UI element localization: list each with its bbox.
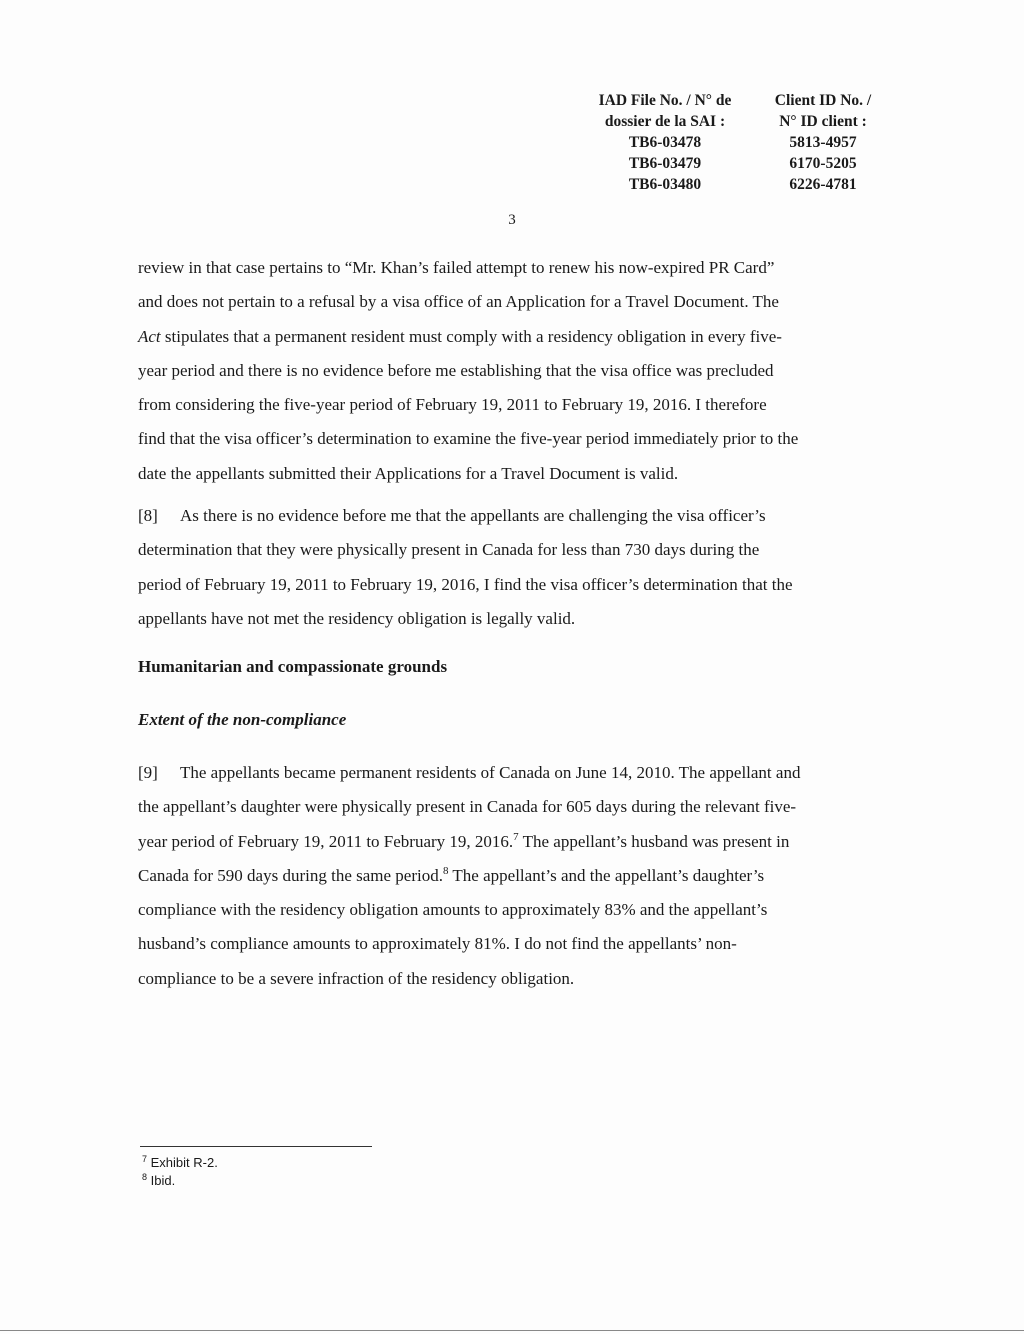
- text-line: and does not pertain to a refusal by a visa office of an Application for a Travel Document. The: [138, 292, 779, 312]
- text-line: review in that case pertains to “Mr. Khan’s failed attempt to renew his now-expired PR Card”: [138, 258, 775, 277]
- text-line: husband’s compliance amounts to approximately 81%. I do not find the appellants’ non-: [138, 934, 737, 954]
- paragraph-8: [138, 499, 884, 636]
- iad-file-number-block: [580, 90, 750, 195]
- file-label-line2: dossier de la SAI :: [604, 113, 726, 130]
- text-line: period of February 19, 2011 to February 19, 2016, I find the visa officer’s determination that the: [138, 574, 793, 594]
- section-heading: Humanitarian and compassionate grounds: [138, 657, 448, 676]
- text-line: Act stipulates that a permanent resident must comply with a residency obligation in every five-: [138, 326, 782, 346]
- footnote-mark: 8: [142, 1172, 148, 1182]
- paragraph-number: [8]: [138, 506, 158, 525]
- footnote-divider: [140, 1146, 372, 1147]
- text-line: date the appellants submitted their Applications for a Travel Document is valid.: [138, 463, 679, 483]
- client-label-line2: N° ID client :: [779, 113, 867, 130]
- paragraph-9: [138, 756, 884, 996]
- footnote-mark: 7: [142, 1154, 148, 1164]
- scan-edge-line: [0, 1330, 1024, 1331]
- paragraph-number: [9]: [138, 763, 158, 782]
- text-line: find that the visa officer’s determination to examine the five-year period immediately prior to the: [138, 429, 799, 449]
- footnote: $^7$ Exhibit R-2.: [142, 1154, 218, 1170]
- text-line: [8] As there is no evidence before me that the appellants are challenging the visa officer’s: [138, 499, 884, 533]
- client-label-line1: Client ID No. /: [774, 92, 872, 109]
- text-line: determination that they were physically present in Canada for less than 730 days during the: [138, 540, 760, 560]
- file-number: TB6-03480: [628, 176, 702, 193]
- page-number: 3: [508, 212, 516, 228]
- footnote-ref[interactable]: 8: [442, 864, 449, 877]
- client-number: 6170-5205: [789, 155, 857, 172]
- text-line: from considering the five-year period of February 19, 2011 to February 19, 2016. I therefore: [138, 395, 767, 415]
- text-line: year period and there is no evidence before me establishing that the visa office was precluded: [138, 360, 774, 380]
- paragraph-continued: [138, 251, 884, 491]
- file-number: TB6-03478: [628, 134, 702, 151]
- text-line: compliance with the residency obligation amounts to approximately 83% and the appellant’s: [138, 900, 768, 920]
- file-label-line1: IAD File No. / N° de: [598, 92, 732, 109]
- subsection-heading: Extent of the non-compliance: [138, 710, 347, 729]
- footnotes: [142, 1154, 218, 1190]
- client-number: 5813-4957: [789, 134, 857, 151]
- footnote: $^8$ Ibid.: [142, 1172, 176, 1188]
- footnote-ref[interactable]: 7: [513, 830, 519, 843]
- act-italic: Act: [138, 326, 161, 346]
- text-line: the appellant’s daughter were physically present in Canada for 605 days during the relevant five-: [138, 797, 797, 817]
- text-line: Canada for 590 days during the same period.$^8$ The appellant’s and the appellant’s daughter’s: [138, 864, 765, 885]
- text-line: [9] The appellants became permanent residents of Canada on June 14, 2010. The appellant and: [138, 756, 884, 790]
- text-line: year period of February 19, 2011 to February 19, 2016.$^7$ The appellant’s husband was present in: [138, 830, 790, 851]
- text-line: appellants have not met the residency obligation is legally valid.: [138, 608, 576, 628]
- client-id-block: [758, 90, 888, 195]
- client-number: 6226-4781: [789, 176, 857, 193]
- file-number: TB6-03479: [628, 155, 702, 172]
- text-line: compliance to be a severe infraction of the residency obligation.: [138, 968, 575, 988]
